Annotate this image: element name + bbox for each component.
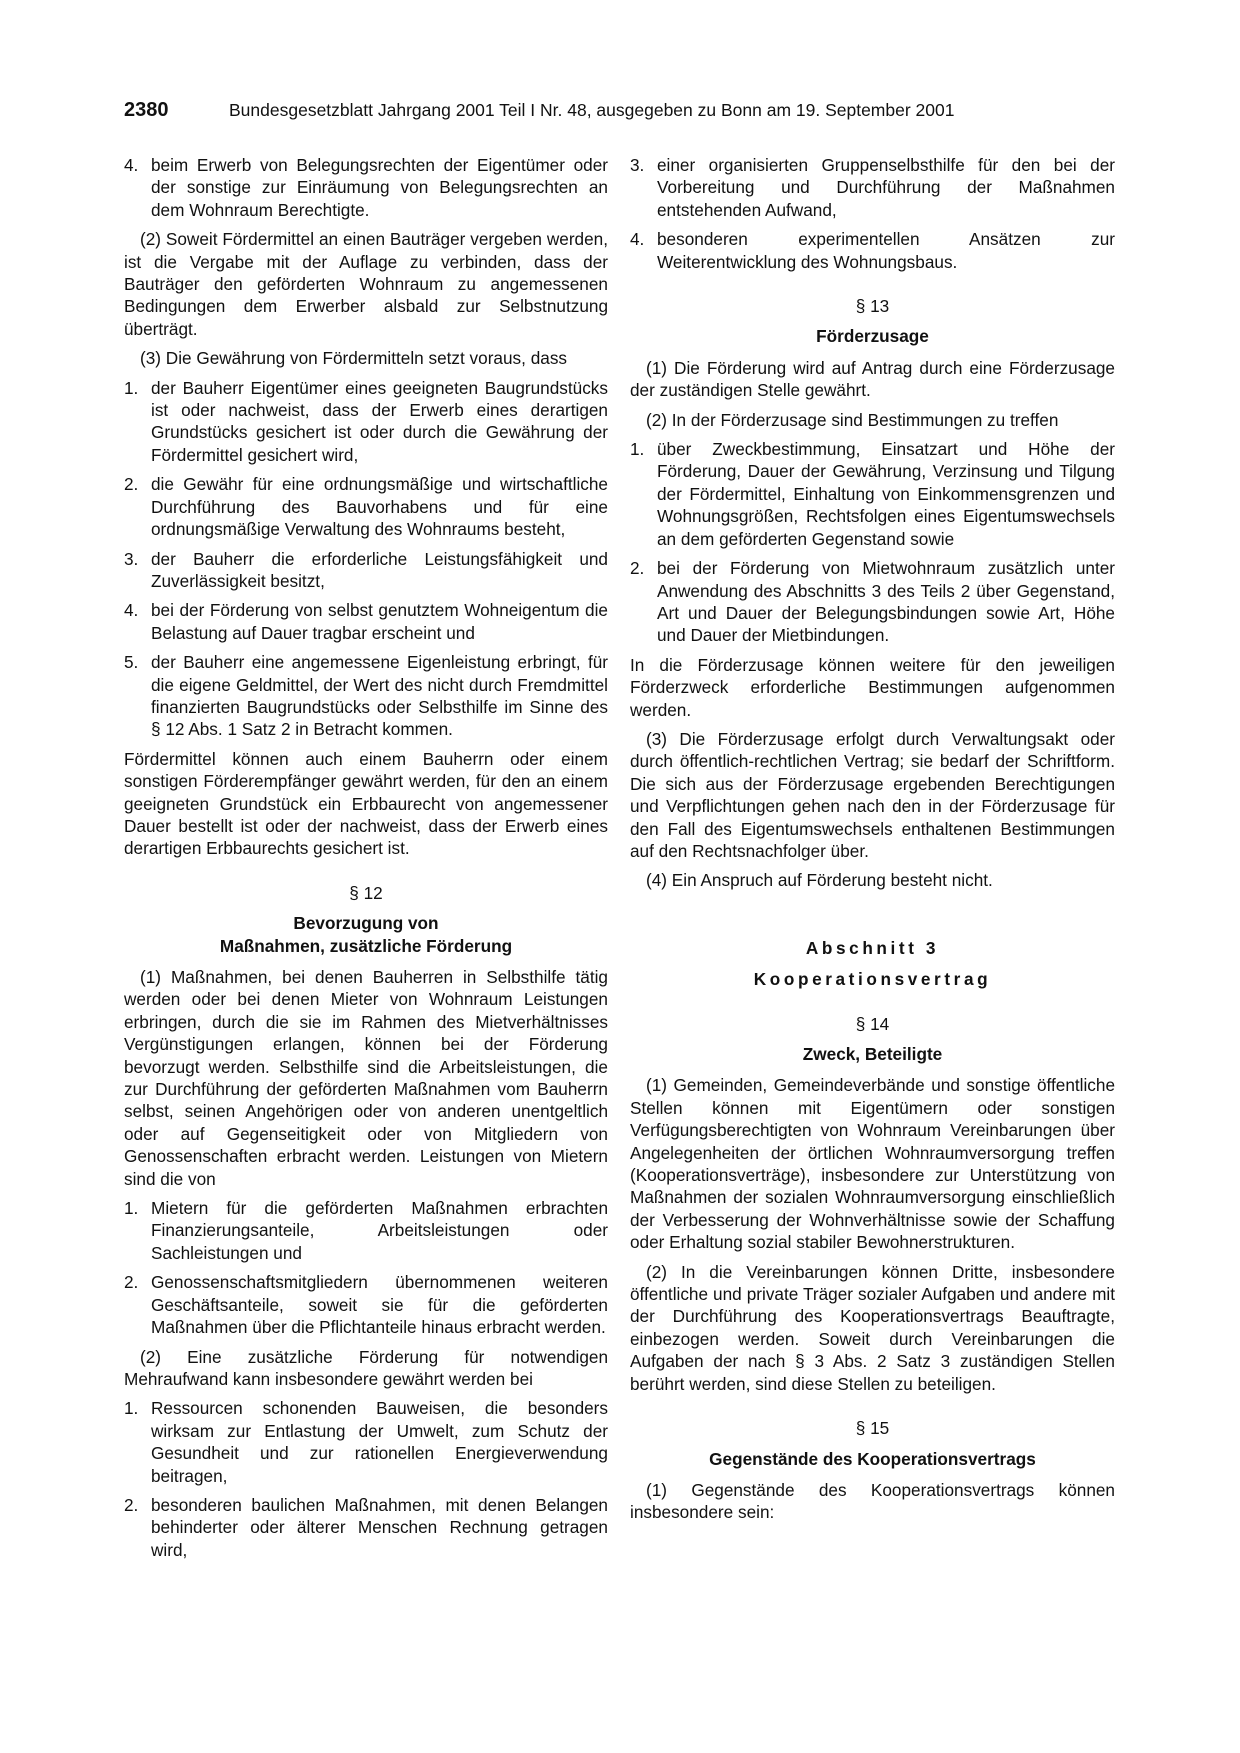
list-item — [124, 1494, 608, 1561]
list-item — [124, 377, 608, 467]
list-item — [124, 548, 608, 593]
item-text: Mietern für die geförderten Maßnahmen erbrachten Finanzierungsanteile, Arbeitsleistungen oder Sachleistungen und — [151, 1198, 608, 1263]
section-title: Förderzusage — [816, 326, 929, 347]
paragraph: In die Förderzusage können weitere für den jeweiligen Förderzweck erforderliche Bestimmungen aufgenommen werden. — [630, 654, 1115, 720]
list-item — [124, 1397, 608, 1487]
item-text: bei der Förderung von selbst genutztem Wohneigentum die Belastung auf Dauer tragbar erscheint und — [151, 600, 608, 643]
list-item — [630, 438, 1115, 550]
item-text: einer organisierten Gruppenselbsthilfe für den bei der Vorbereitung und Durchführung der Maßnahmen entstehenden Aufwand, — [657, 155, 1115, 220]
list-item — [124, 1197, 608, 1264]
item-text: der Bauherr Eigentümer eines geeigneten Baugrundstücks ist oder nachweist, dass der Erwerb eines derartigen Grundstücks gesichert ist oder durch die Gewährung der Fördermittel gesichert wird, — [151, 377, 608, 465]
section-number: § 13 — [855, 296, 890, 317]
item-number: 1. — [124, 377, 139, 398]
additional-funding-list — [124, 1397, 608, 1561]
paragraph: (1) Die Förderung wird auf Antrag durch eine Förderzusage der zuständigen Stelle gewährt. — [630, 357, 1115, 401]
item-text: die Gewähr für eine ordnungsmäßige und wirtschaftliche Durchführung des Bauvorhabens und für eine ordnungsmäßige Verwaltung des Wohnraums besteht, — [151, 474, 608, 540]
item-number: 1. — [124, 1198, 139, 1219]
section-title — [124, 912, 608, 957]
item-text: bei der Förderung von Mietwohnraum zusätzlich unter Anwendung des Abschnitts 3 des Teils 2 über Gegenstand, Art und Dauer der Belegungsbindungen sowie Art, Höhe und Dauer der Mietbindungen. — [657, 558, 1115, 646]
list-item — [124, 473, 608, 540]
list-item — [124, 599, 608, 644]
item-text: Genossenschaftsmitgliedern übernommenen weiteren Geschäftsanteile, soweit sie für die geförderten Maßnahmen über die Pflichtanteile hinaus erbracht werden. — [151, 1272, 608, 1338]
item-number: 5. — [124, 652, 139, 673]
section-title-line: Maßnahmen, zusätzliche Förderung — [219, 935, 513, 956]
list-item — [124, 1271, 608, 1338]
item-text: besonderen experimentellen Ansätzen zur Weiterentwicklung des Wohnungsbaus. — [657, 229, 1115, 272]
paragraph: (4) Ein Anspruch auf Förderung besteht nicht. — [646, 870, 993, 891]
running-title: Bundesgesetzblatt Jahrgang 2001 Teil I Nr. 48, ausgegeben zu Bonn am 19. September 2001 — [229, 100, 955, 120]
paragraph: (2) In die Vereinbarungen können Dritte, insbesondere öffentliche und private Träger sozialer Aufgaben und andere mit der Durchführung des Kooperationsvertrags Beauftragte, einbezogen werden. Soweit durch Vereinbarungen die Aufgaben der nach § 3 Abs. 2 Satz 3 zuständigen Stellen berührt werden, sind diese Stellen zu beteiligen. — [630, 1261, 1115, 1394]
list-item — [124, 651, 608, 741]
paragraph: (3) Die Förderzusage erfolgt durch Verwaltungsakt oder durch öffentlich-rechtlichen Vertrag; sie bedarf der Schriftform. Die sich aus der Förderzusage ergebenden Berechtigungen und Verpflichtungen gehen nach den in der Förderzusage für den Fall des Eigentumswechsels enthaltenen Bestimmungen auf den Rechtsnachfolger über. — [630, 728, 1115, 861]
paragraph: (2) Eine zusätzliche Förderung für notwendigen Mehraufwand kann insbesondere gewährt werden bei — [124, 1346, 608, 1389]
right-column — [630, 154, 1115, 1531]
item-text: der Bauherr eine angemessene Eigenleistung erbringt, für die eigene Geldmittel, der Wert des nicht durch Fremdmittel finanzierten Baugrundstücks oder Selbsthilfe im Sinne des § 12 Abs. 1 Satz 2 in Betracht kommen. — [151, 652, 608, 740]
item-text: über Zweckbestimmung, Einsatzart und Höhe der Förderung, Dauer der Gewährung, Verzinsung und Tilgung der Fördermittel, Einhaltung von Einkommensgrenzen und Wohnungsgrößen, Rechtsfolgen eines Eigentumswechsels an dem geförderten Gegenstand sowie — [657, 439, 1115, 549]
page-number: 2380 — [124, 99, 169, 121]
item-number: 2. — [124, 1272, 139, 1293]
list-item — [630, 154, 1115, 221]
provisions-list — [630, 438, 1115, 647]
left-column — [124, 154, 608, 1568]
item-number: 4. — [124, 155, 139, 175]
section-title: Gegenstände des Kooperationsvertrags — [709, 1448, 1036, 1469]
item-text: der Bauherr die erforderliche Leistungsfähigkeit und Zuverlässigkeit besitzt, — [151, 548, 608, 591]
paragraph: (2) Soweit Fördermittel an einen Bauträger vergeben werden, ist die Vergabe mit der Auflage zu verbinden, dass der Bauträger den geförderten Wohnraum zu angemessenen Bedingungen dem Erwerber alsbald zur Selbstnutzung überträgt. — [124, 229, 608, 339]
item-number: 4. — [630, 229, 645, 250]
paragraph: (1) Maßnahmen, bei denen Bauherren in Selbsthilfe tätig werden oder bei denen Mieter von Wohnraum Leistungen erbringen, durch die sie im Rahmen des Mietverhältnisses Vergünstigungen erlangen, können bei der Förderung bevorzugt werden. Selbsthilfe sind die Arbeitsleistungen, die zur Durchführung der geförderten Maßnahmen vom Bauherrn selbst, seinen Angehörigen oder von anderen unentgeltlich oder auf Gegenseitigkeit oder von Mitgliedern von Genossenschaften erbracht werden. Leistungen von Mietern sind die von — [124, 967, 608, 1189]
section-title-line: Bevorzugung von — [293, 913, 439, 934]
item-number: 2. — [124, 1494, 139, 1515]
paragraph: (2) In der Förderzusage sind Bestimmungen zu treffen — [646, 409, 1059, 430]
section-number: § 14 — [855, 1013, 890, 1034]
list-item — [124, 154, 608, 221]
paragraph: (1) Gegenstände des Kooperationsvertrags können insbesondere sein: — [630, 1479, 1115, 1523]
list-item — [630, 557, 1115, 647]
list-item — [630, 228, 1115, 273]
chapter-heading: Abschnitt 3 — [805, 937, 940, 958]
continued-list — [630, 154, 1115, 273]
item-number: 2. — [124, 474, 139, 495]
item-text: beim Erwerb von Belegungsrechten der Eigentümer oder der sonstige zur Einräumung von Belegungsrechten an dem Wohnraum Berechtigte. — [151, 155, 608, 220]
chapter-title: Kooperationsvertrag — [753, 969, 992, 990]
paragraph: (1) Gemeinden, Gemeindeverbände und sonstige öffentliche Stellen können mit Eigentümern oder sonstigen Verfügungsberechtigten von Wohnraum Vereinbarungen über Angelegenheiten der örtlichen Wohnraumversorgung treffen (Kooperationsverträge), insbesondere zur Unterstützung von Maßnahmen der sozialen Wohnraumversorgung einschließlich der Verbesserung der Wohnverhältnisse sowie der Schaffung oder Erhaltung sozial stabiler Bewohnerstrukturen. — [630, 1075, 1115, 1253]
item-number: 3. — [124, 548, 139, 569]
requirements-list — [124, 377, 608, 741]
item-text: besonderen baulichen Maßnahmen, mit denen Belangen behinderter oder älterer Menschen Rechnung getragen wird, — [151, 1494, 608, 1560]
item-number: 3. — [630, 155, 645, 175]
item-number: 1. — [124, 1398, 139, 1419]
section-number: § 12 — [349, 882, 383, 903]
section-title: Zweck, Beteiligte — [802, 1044, 943, 1064]
item-number: 2. — [630, 558, 645, 579]
item-number: 1. — [630, 439, 645, 460]
paragraph: (3) Die Gewährung von Fördermitteln setzt voraus, dass — [140, 348, 568, 369]
item-text: Ressourcen schonenden Bauweisen, die besonders wirksam zur Entlastung der Umwelt, zum Schutz der Gesundheit und zur rationellen Energieverwendung beitragen, — [151, 1398, 608, 1486]
paragraph: Fördermittel können auch einem Bauherrn oder einem sonstigen Förderempfänger gewährt werden, für den an einem geeigneten Grundstück ein Erbbaurecht von angemessener Dauer bestellt ist oder der nachweist, dass der Erwerb eines derartigen Erbbaurechts gesichert ist. — [124, 748, 608, 859]
item-number: 4. — [124, 600, 139, 621]
tenant-contributions-list — [124, 1197, 608, 1338]
section-number: § 15 — [855, 1418, 890, 1439]
